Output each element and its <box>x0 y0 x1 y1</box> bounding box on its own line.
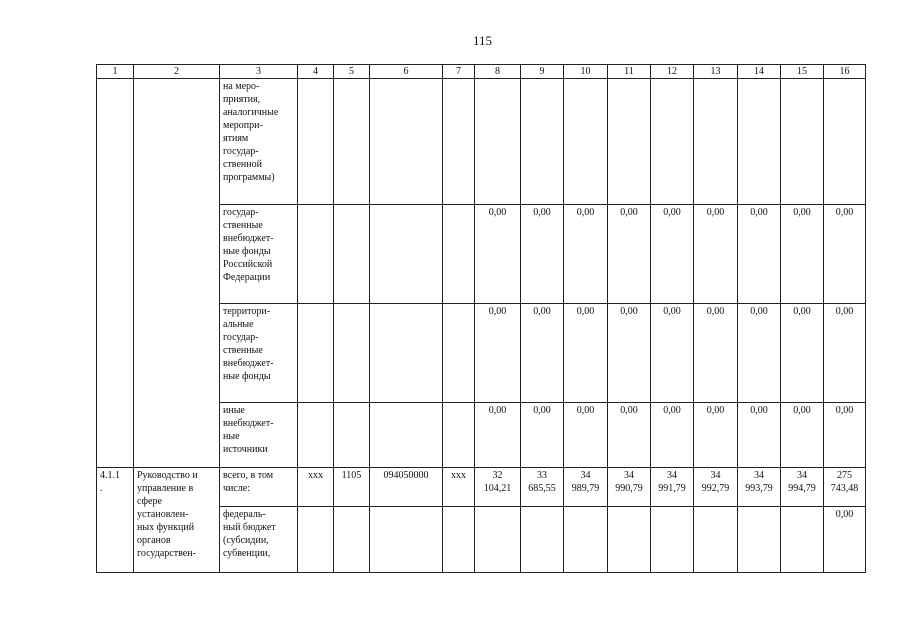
empty-cell <box>370 304 443 403</box>
value-cell <box>781 79 824 205</box>
empty-cell <box>97 79 134 468</box>
empty-cell <box>298 304 334 403</box>
value-cell: 0,00 <box>781 403 824 468</box>
value-cell: 0,00 <box>521 304 564 403</box>
value-cell: 0,00 <box>738 403 781 468</box>
value-cell <box>651 507 694 573</box>
value-cell <box>564 79 608 205</box>
value-cell: 34 992,79 <box>694 468 738 507</box>
empty-cell <box>298 79 334 205</box>
empty-cell <box>370 205 443 304</box>
header-cell: 11 <box>608 65 651 79</box>
code-cell: xxx <box>298 468 334 507</box>
empty-cell <box>443 507 475 573</box>
value-cell: 34 993,79 <box>738 468 781 507</box>
item-index: 4.1.1 . <box>97 468 134 573</box>
empty-cell <box>443 304 475 403</box>
value-cell <box>651 79 694 205</box>
item-name: Руководство и управление в сфере установлен- ных функций органов государствен- <box>134 468 220 573</box>
page-number: 115 <box>472 33 493 48</box>
empty-cell <box>134 79 220 468</box>
header-cell: 8 <box>475 65 521 79</box>
empty-cell <box>443 79 475 205</box>
value-cell: 0,00 <box>608 304 651 403</box>
value-cell: 34 994,79 <box>781 468 824 507</box>
value-cell <box>564 507 608 573</box>
header-cell: 14 <box>738 65 781 79</box>
empty-cell <box>334 507 370 573</box>
value-cell: 0,00 <box>824 507 866 573</box>
value-cell: 33 685,55 <box>521 468 564 507</box>
value-cell: 0,00 <box>475 205 521 304</box>
value-cell: 275 743,48 <box>824 468 866 507</box>
value-cell <box>781 507 824 573</box>
funding-source-label: государ- ственные внебюджет- ные фонды Российской Федерации <box>220 205 298 304</box>
empty-cell <box>334 304 370 403</box>
value-cell: 0,00 <box>651 403 694 468</box>
empty-cell <box>334 403 370 468</box>
value-cell: 0,00 <box>781 205 824 304</box>
value-cell: 0,00 <box>608 403 651 468</box>
header-cell: 6 <box>370 65 443 79</box>
empty-cell <box>298 205 334 304</box>
header-cell: 12 <box>651 65 694 79</box>
funding-source-label: всего, в том числе: <box>220 468 298 507</box>
value-cell: 0,00 <box>608 205 651 304</box>
value-cell <box>608 79 651 205</box>
value-cell: 0,00 <box>824 205 866 304</box>
value-cell <box>738 79 781 205</box>
header-cell: 1 <box>97 65 134 79</box>
header-cell: 13 <box>694 65 738 79</box>
value-cell: 34 990,79 <box>608 468 651 507</box>
empty-cell <box>370 403 443 468</box>
value-cell <box>475 507 521 573</box>
empty-cell <box>370 79 443 205</box>
code-cell: xxx <box>443 468 475 507</box>
value-cell: 0,00 <box>824 304 866 403</box>
value-cell <box>521 507 564 573</box>
value-cell: 0,00 <box>475 403 521 468</box>
value-cell <box>694 507 738 573</box>
header-cell: 7 <box>443 65 475 79</box>
value-cell: 0,00 <box>564 403 608 468</box>
value-cell: 0,00 <box>738 304 781 403</box>
value-cell: 0,00 <box>521 205 564 304</box>
budget-table <box>96 64 866 573</box>
funding-source-label: на меро- приятия, аналогичные меропри- ятиям государ- ственной программы) <box>220 79 298 205</box>
value-cell: 0,00 <box>694 304 738 403</box>
value-cell: 0,00 <box>564 304 608 403</box>
header-cell: 2 <box>134 65 220 79</box>
value-cell: 0,00 <box>781 304 824 403</box>
header-cell: 9 <box>521 65 564 79</box>
value-cell <box>521 79 564 205</box>
empty-cell <box>443 205 475 304</box>
value-cell <box>824 79 866 205</box>
empty-cell <box>370 507 443 573</box>
table-row <box>97 468 866 507</box>
value-cell: 32 104,21 <box>475 468 521 507</box>
header-cell: 4 <box>298 65 334 79</box>
empty-cell <box>334 79 370 205</box>
value-cell: 0,00 <box>521 403 564 468</box>
value-cell <box>694 79 738 205</box>
value-cell: 0,00 <box>475 304 521 403</box>
funding-source-label: территори- альные государ- ственные внебюджет- ные фонды <box>220 304 298 403</box>
value-cell: 34 991,79 <box>651 468 694 507</box>
code-cell: 1105 <box>334 468 370 507</box>
value-cell: 0,00 <box>651 304 694 403</box>
header-cell: 16 <box>824 65 866 79</box>
value-cell: 0,00 <box>651 205 694 304</box>
empty-cell <box>334 205 370 304</box>
column-number-row <box>97 65 866 79</box>
header-cell: 3 <box>220 65 298 79</box>
code-cell: 094050000 <box>370 468 443 507</box>
header-cell: 5 <box>334 65 370 79</box>
value-cell: 34 989,79 <box>564 468 608 507</box>
funding-source-label: иные внебюджет- ные источники <box>220 403 298 468</box>
value-cell: 0,00 <box>694 205 738 304</box>
funding-source-label: федераль- ный бюджет (субсидии, субвенции, <box>220 507 298 573</box>
empty-cell <box>298 507 334 573</box>
value-cell: 0,00 <box>738 205 781 304</box>
value-cell: 0,00 <box>824 403 866 468</box>
value-cell <box>475 79 521 205</box>
value-cell: 0,00 <box>694 403 738 468</box>
value-cell <box>608 507 651 573</box>
header-cell: 15 <box>781 65 824 79</box>
value-cell: 0,00 <box>564 205 608 304</box>
header-cell: 10 <box>564 65 608 79</box>
empty-cell <box>298 403 334 468</box>
empty-cell <box>443 403 475 468</box>
value-cell <box>738 507 781 573</box>
table-row <box>97 79 866 205</box>
